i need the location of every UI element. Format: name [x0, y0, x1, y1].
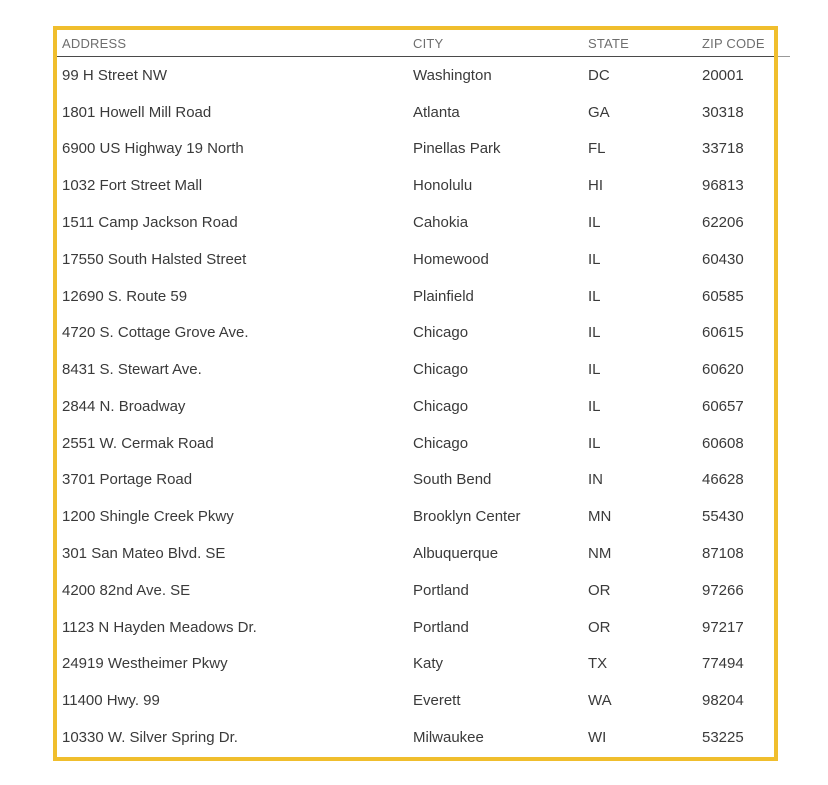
- cell-zip: 77494: [702, 655, 744, 673]
- cell-state: WI: [588, 728, 607, 746]
- cell-address: 4720 S. Cottage Grove Ave.: [62, 324, 249, 342]
- cell-city: Chicago: [413, 324, 469, 342]
- cell-zip: 20001: [702, 66, 744, 84]
- cell-zip: 60657: [702, 397, 744, 415]
- cell-city: Washington: [413, 66, 492, 84]
- cell-address: 1032 Fort Street Mall: [62, 177, 203, 195]
- cell-city: Everett: [413, 692, 461, 710]
- table-row[interactable]: [57, 131, 774, 168]
- cell-state: OR: [588, 618, 611, 636]
- cell-city: Portland: [413, 618, 469, 636]
- table-row[interactable]: [57, 572, 774, 609]
- cell-zip: 60620: [702, 361, 744, 379]
- cell-address: 10330 W. Silver Spring Dr.: [62, 728, 238, 746]
- table-row[interactable]: [57, 535, 774, 572]
- cell-address: 6900 US Highway 19 North: [62, 140, 244, 158]
- column-header-address[interactable]: ADDRESS: [62, 35, 127, 51]
- cell-zip: 30318: [702, 103, 744, 121]
- cell-state: HI: [588, 177, 603, 195]
- column-header-state[interactable]: STATE: [588, 35, 629, 51]
- table-row[interactable]: [57, 388, 774, 425]
- cell-state: WA: [588, 692, 612, 710]
- address-table: [53, 26, 778, 761]
- cell-city: Honolulu: [413, 177, 473, 195]
- cell-city: South Bend: [413, 471, 492, 489]
- cell-state: IL: [588, 434, 601, 452]
- cell-address: 3701 Portage Road: [62, 471, 193, 489]
- cell-zip: 97266: [702, 581, 744, 599]
- table-row[interactable]: [57, 682, 774, 719]
- cell-zip: 53225: [702, 728, 744, 746]
- table-row[interactable]: [57, 498, 774, 535]
- table-row[interactable]: [57, 351, 774, 388]
- cell-address: 12690 S. Route 59: [62, 287, 188, 305]
- cell-state: IL: [588, 397, 601, 415]
- cell-zip: 60585: [702, 287, 744, 305]
- cell-state: MN: [588, 508, 612, 526]
- table-header-row: [57, 30, 774, 57]
- cell-city: Chicago: [413, 397, 469, 415]
- cell-city: Chicago: [413, 361, 469, 379]
- table-row[interactable]: [57, 241, 774, 278]
- cell-state: IL: [588, 214, 601, 232]
- table-row[interactable]: [57, 278, 774, 315]
- cell-state: GA: [588, 103, 610, 121]
- cell-address: 2551 W. Cermak Road: [62, 434, 214, 452]
- table-row[interactable]: [57, 314, 774, 351]
- cell-zip: 96813: [702, 177, 744, 195]
- cell-address: 99 H Street NW: [62, 66, 168, 84]
- cell-state: IL: [588, 361, 601, 379]
- cell-address: 1511 Camp Jackson Road: [62, 214, 238, 232]
- cell-city: Pinellas Park: [413, 140, 501, 158]
- cell-zip: 60608: [702, 434, 744, 452]
- cell-city: Katy: [413, 655, 444, 673]
- table-row[interactable]: [57, 57, 774, 94]
- cell-address: 1801 Howell Mill Road: [62, 103, 212, 121]
- cell-state: IL: [588, 324, 601, 342]
- table-body: [57, 57, 774, 756]
- column-header-zip-code[interactable]: ZIP CODE: [702, 35, 765, 51]
- cell-state: TX: [588, 655, 608, 673]
- cell-city: Albuquerque: [413, 545, 499, 563]
- cell-city: Portland: [413, 581, 469, 599]
- cell-address: 11400 Hwy. 99: [62, 692, 160, 710]
- cell-zip: 60615: [702, 324, 744, 342]
- cell-address: 24919 Westheimer Pkwy: [62, 655, 228, 673]
- cell-address: 1123 N Hayden Meadows Dr.: [62, 618, 257, 636]
- cell-zip: 62206: [702, 214, 744, 232]
- cell-zip: 55430: [702, 508, 744, 526]
- table-row[interactable]: [57, 646, 774, 683]
- cell-city: Homewood: [413, 250, 489, 268]
- cell-state: IL: [588, 287, 601, 305]
- table-row[interactable]: [57, 719, 774, 756]
- cell-state: FL: [588, 140, 606, 158]
- cell-address: 2844 N. Broadway: [62, 397, 186, 415]
- cell-address: 301 San Mateo Blvd. SE: [62, 545, 226, 563]
- table-row[interactable]: [57, 425, 774, 462]
- cell-city: Chicago: [413, 434, 469, 452]
- table-row[interactable]: [57, 462, 774, 499]
- cell-city: Plainfield: [413, 287, 474, 305]
- cell-zip: 98204: [702, 692, 744, 710]
- cell-city: Atlanta: [413, 103, 460, 121]
- cell-city: Brooklyn Center: [413, 508, 521, 526]
- cell-state: IL: [588, 250, 601, 268]
- cell-zip: 60430: [702, 250, 744, 268]
- cell-state: NM: [588, 545, 612, 563]
- cell-state: IN: [588, 471, 603, 489]
- cell-address: 1200 Shingle Creek Pkwy: [62, 508, 234, 526]
- cell-city: Cahokia: [413, 214, 469, 232]
- table-row[interactable]: [57, 609, 774, 646]
- cell-zip: 97217: [702, 618, 744, 636]
- cell-address: 4200 82nd Ave. SE: [62, 581, 191, 599]
- cell-zip: 33718: [702, 140, 744, 158]
- cell-city: Milwaukee: [413, 728, 484, 746]
- cell-zip: 87108: [702, 545, 744, 563]
- cell-address: 17550 South Halsted Street: [62, 250, 247, 268]
- cell-address: 8431 S. Stewart Ave.: [62, 361, 202, 379]
- column-header-city[interactable]: CITY: [413, 35, 444, 51]
- cell-state: OR: [588, 581, 611, 599]
- cell-zip: 46628: [702, 471, 744, 489]
- cell-state: DC: [588, 66, 610, 84]
- table-row[interactable]: [57, 94, 774, 131]
- table-row[interactable]: [57, 204, 774, 241]
- table-row[interactable]: [57, 167, 774, 204]
